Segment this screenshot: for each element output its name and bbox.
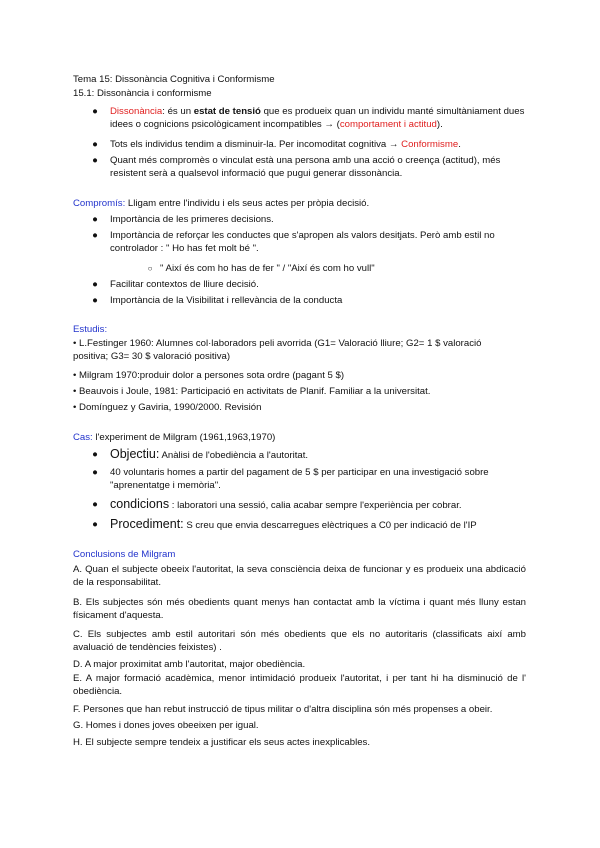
- dissonancia-definition: [110, 106, 530, 131]
- cas-heading: [73, 432, 275, 444]
- compromis-item: Facilitar contextos de lliure decisió.: [110, 279, 259, 290]
- compromis-label: Compromís:: [73, 198, 126, 209]
- cas-item-head: Objectiu:: [110, 447, 160, 461]
- compromis-item: Importància de reforçar les conductes que s'apropen als valors desitjats. Però amb estil no controlador : " Ho has fet molt bé ".: [110, 230, 495, 254]
- bullet-circle: ○: [147, 264, 153, 273]
- bullet-dot: ●: [92, 230, 98, 241]
- conclusion-item: D. A major proximitat amb l'autoritat, major obediència.: [73, 659, 306, 670]
- compromis-heading: [73, 198, 369, 210]
- bullet-dot: ●: [92, 449, 98, 460]
- cas-item-text: Anàlisi de l'obediència a l'autoritat.: [159, 450, 309, 461]
- cas-text: l'experiment de Milgram (1961,1963,1970): [92, 432, 276, 443]
- doc-title: Tema 15: Dissonància Cognitiva i Conformisme: [73, 74, 275, 85]
- cas-item-text: S creu que envia descarregues elèctriques a C0 per indicació de l'IP: [183, 520, 477, 531]
- compromis-item: Importància de la Visibilitat i rellevància de la conducta: [110, 295, 343, 306]
- dissonancia-text-b: que es produeix quan un individu manté simultàniament dues idees o cognicions psicològicament incompatibles → (: [110, 106, 525, 130]
- conformisme-label: Conformisme: [401, 139, 459, 150]
- dissonancia-text-c: ).: [436, 118, 443, 130]
- conclusion-item: G. Homes i dones joves obeeixen per igual.: [73, 720, 259, 731]
- bullet-dot: ●: [92, 519, 98, 530]
- conclusion-item: F. Persones que han rebut instrucció de tipus militar o d'altra disciplina són més propenses a obeir.: [73, 704, 493, 715]
- cas-item: [110, 498, 462, 512]
- bullet-dot: ●: [92, 139, 98, 150]
- doc-subtitle: 15.1: Dissonància i conformisme: [73, 88, 212, 99]
- conclusion-item: B. Els subjectes són més obedients quant menys han contactat amb la víctima i quant més lluny estan físicament d'aquesta.: [73, 597, 526, 621]
- dissonancia-bold: estat de tensió: [193, 106, 261, 117]
- bullet-dot: ●: [92, 155, 98, 166]
- cas-item-head: Procediment:: [110, 517, 184, 531]
- bullet-dot: ●: [92, 499, 98, 510]
- estudis-item: • L.Festinger 1960: Alumnes col·laboradors peli avorrida (G1= Valoració lliure; G2= 1 $ valoració positiva; G3= 30 $ valoració positiva): [73, 338, 482, 362]
- bullet-dot: ●: [92, 279, 98, 290]
- compromis-text: Lligam entre l'individu i els seus actes per pròpia decisió.: [125, 198, 370, 209]
- dissonancia-reduction-end: .: [458, 139, 461, 150]
- bullet-dot: ●: [92, 295, 98, 306]
- cas-label: Cas:: [73, 432, 93, 443]
- cas-item: [110, 467, 520, 492]
- dissonancia-label: Dissonància: [110, 106, 163, 117]
- conclusions-heading: Conclusions de Milgram: [73, 549, 176, 560]
- dissonancia-commitment: Quant més compromès o vinculat està una persona amb una acció o creença (actitud), més resistent serà a qualsevol informació que pugui generar dissonància.: [110, 155, 501, 179]
- dissonancia-reduction: [110, 139, 461, 151]
- dissonancia-reduction-text: Tots els individus tendim a disminuir-la. Per incomoditat cognitiva →: [110, 139, 402, 150]
- compromis-item: Importància de les primeres decisions.: [110, 214, 274, 225]
- estudis-item: • Beauvois i Joule, 1981: Participació en activitats de Planif. Familiar a la universitat.: [73, 386, 431, 397]
- estudis-item: • Domínguez y Gaviria, 1990/2000. Revisión: [73, 402, 262, 413]
- estudis-item: • Milgram 1970:produir dolor a persones sota ordre (pagant 5 $): [73, 370, 345, 381]
- compromis-subitem: " Així és com ho has de fer " / "Així és com ho vull": [160, 263, 375, 274]
- dissonancia-text-a: : és un: [162, 106, 194, 117]
- conclusion-item: C. Els subjectes amb estil autoritari són més obedients que els no autoritaris (classificats així amb avaluació de tendències feixistes) .: [73, 629, 526, 653]
- conclusion-item: H. El subjecte sempre tendeix a justificar els seus actes inexplicables.: [73, 737, 371, 748]
- bullet-dot: ●: [92, 214, 98, 225]
- cas-item: [110, 518, 477, 532]
- bullet-dot: ●: [92, 467, 98, 478]
- bullet-dot: ●: [92, 106, 98, 117]
- cas-item: [110, 448, 308, 462]
- conclusion-item: A. Quan el subjecte obeeix l'autoritat, la seva consciència deixa de funcionar y es produeix una abdicació de la responsabilitat.: [73, 564, 526, 588]
- cas-item-text: 40 voluntaris homes a partir del pagament de 5 $ per participar en una investigació sobre "aprenentatge i memòria".: [110, 467, 489, 491]
- dissonancia-red: comportament i actitud: [339, 118, 437, 130]
- conclusion-item: E. A major formació acadèmica, menor intimidació produeix l'autoritat, i per tant hi ha disminució de l' obediència.: [73, 673, 526, 697]
- cas-item-text: : laboratori una sessió, calia acabar sempre l'experiència per cobrar.: [169, 500, 462, 511]
- cas-item-head: condicions: [110, 497, 170, 511]
- estudis-heading: Estudis:: [73, 324, 108, 335]
